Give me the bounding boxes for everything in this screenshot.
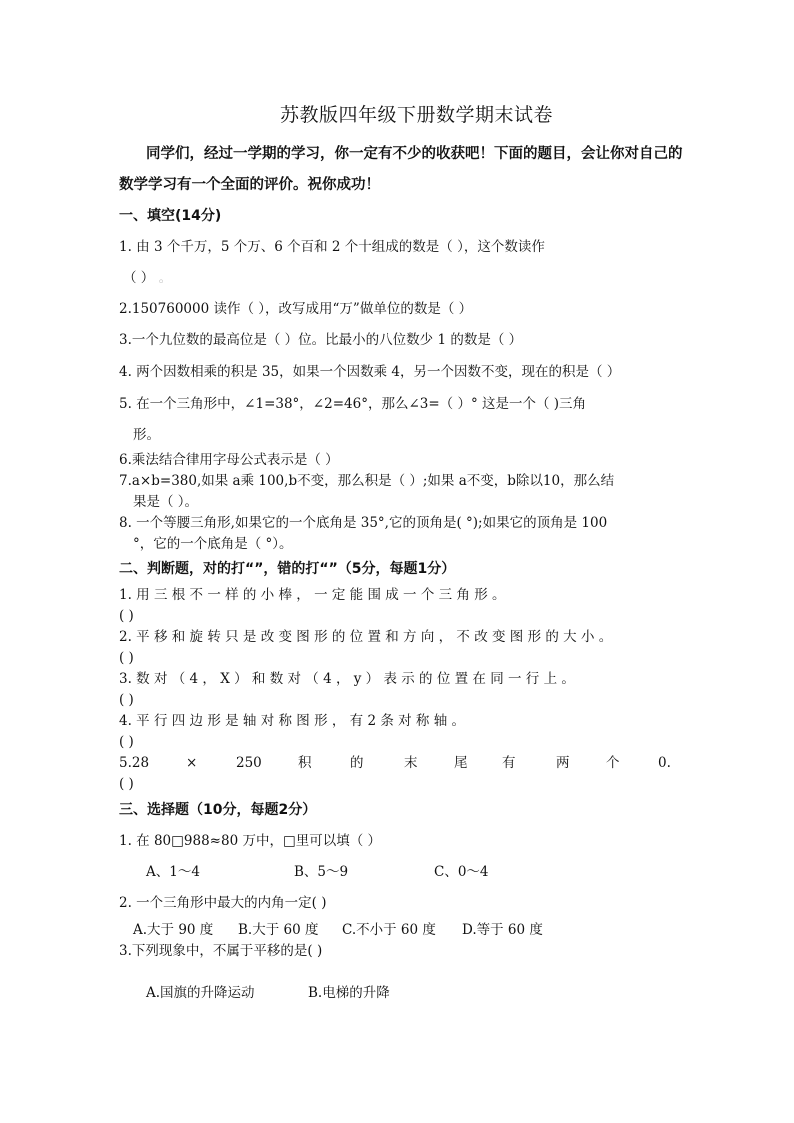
intro-line-2: 数学学习有一个全面的评价。祝你成功！ <box>119 177 380 193</box>
s1-question-1-line-1: 1. 由 3 个千万，5 个万、6 个百和 2 个十组成的数是（ ），这个数读作 <box>119 239 545 255</box>
s3-q2-option-d: D.等于 60 度 <box>462 922 543 938</box>
s1-question-7-line-2: 果是（ ）。 <box>133 494 199 510</box>
section-1-heading: 一、填空(14分) <box>119 208 222 224</box>
s2-question-4: 4. 平 行 四 边 形 是 轴 对 称 图 形 ， 有 2 条 对 称 轴 。 <box>119 713 466 729</box>
s1-question-6: 6.乘法结合律用字母公式表示是（ ） <box>119 452 339 468</box>
s3-q1-option-a: A、1～4 <box>146 864 200 880</box>
s3-question-1: 1. 在 80□988≈80 万中，□里可以填（ ） <box>119 833 381 849</box>
s2-q5-word: × <box>186 755 198 771</box>
intro-line-1: 同学们，经过一学期的学习，你一定有不少的收获吧！下面的题目，会让你对自己的 <box>146 146 683 162</box>
s2-q5-word: 个 <box>606 755 620 771</box>
s3-q3-option-a: A.国旗的升降运动 <box>146 985 255 1001</box>
s3-q2-option-a: A.大于 90 度 <box>133 922 214 938</box>
s1-question-2: 2.150760000 读作（ ），改写成用“万”做单位的数是（ ） <box>119 301 473 317</box>
s2-q5-word: 两 <box>556 755 570 771</box>
s2-q5-word: 末 <box>404 755 418 771</box>
s2-q5-word: 0. <box>658 755 671 771</box>
s2-question-5-paren: ( ) <box>119 776 134 792</box>
section-3-heading: 三、选择题（10分，每题2分） <box>119 802 317 818</box>
s2-q5-word: 5.28 <box>119 755 150 771</box>
s2-question-1: 1. 用 三 根 不 一 样 的 小 棒 ， 一 定 能 围 成 一 个 三 角 形 。 <box>119 587 506 603</box>
s3-q2-option-b: B.大于 60 度 <box>238 922 319 938</box>
s1-question-5-line-2: 形。 <box>133 427 160 443</box>
s1-question-1-line-2 <box>123 269 172 287</box>
s3-question-3: 3.下列现象中，不属于平移的是( ) <box>119 943 323 959</box>
s2-question-2: 2. 平 移 和 旋 转 只 是 改 变 图 形 的 位 置 和 方 向 ， 不 改 变 图 形 的 大 小 。 <box>119 629 613 645</box>
s3-q1-option-b: B、5～9 <box>294 864 349 880</box>
s2-q5-word: 250 <box>236 755 262 771</box>
s1-question-8-line-2: °，它的一个底角是（ °）。 <box>133 536 293 552</box>
s1-question-3: 3.一个九位数的最高位是（ ）位。比最小的八位数少 1 的数是（ ） <box>119 332 523 348</box>
s3-q3-option-b: B.电梯的升降 <box>308 985 390 1001</box>
s2-q5-word: 有 <box>502 755 516 771</box>
s2-question-1-paren: ( ) <box>119 608 134 624</box>
section-2-heading: 二、判断题，对的打“”，错的打“”（5分，每题1分） <box>119 561 456 577</box>
s1-q1-blank: （ ） <box>123 270 155 286</box>
s2-q5-word: 积 <box>298 755 312 771</box>
s2-question-3: 3. 数 对 （ 4 ， X ） 和 数 对 （ 4 ， y ） 表 示 的 位 置 在 同 一 行 上 。 <box>119 671 575 687</box>
s1-question-5-line-1: 5. 在一个三角形中，∠1=38°，∠2=46°，那么∠3=（ ）° 这是一个（ )三角 <box>119 396 587 412</box>
s3-q2-option-c: C.不小于 60 度 <box>342 922 436 938</box>
s2-q5-word: 尾 <box>454 755 468 771</box>
s3-q1-option-c: C、0～4 <box>434 864 489 880</box>
s2-q5-word: 的 <box>350 755 364 771</box>
s1-question-8-line-1: 8. 一个等腰三角形,如果它的一个底角是 35°,它的顶角是( °);如果它的顶角是 100 <box>119 515 608 531</box>
s2-question-3-paren: ( ) <box>119 692 134 708</box>
page-title: 苏教版四年级下册数学期末试卷 <box>280 104 554 126</box>
s1-question-7-line-1: 7.a×b=380,如果 a乘 100,b不变，那么积是（ ）;如果 a不变，b除以10，那么结 <box>119 473 615 489</box>
s3-question-2: 2. 一个三角形中最大的内角一定( ) <box>119 895 327 911</box>
s2-question-4-paren: ( ) <box>119 734 134 750</box>
s1-question-4: 4. 两个因数相乘的积是 35，如果一个因数乘 4，另一个因数不变，现在的积是（ ） <box>119 364 621 380</box>
s2-question-2-paren: ( ) <box>119 650 134 666</box>
s1-q1-dot: 。 <box>158 270 173 286</box>
